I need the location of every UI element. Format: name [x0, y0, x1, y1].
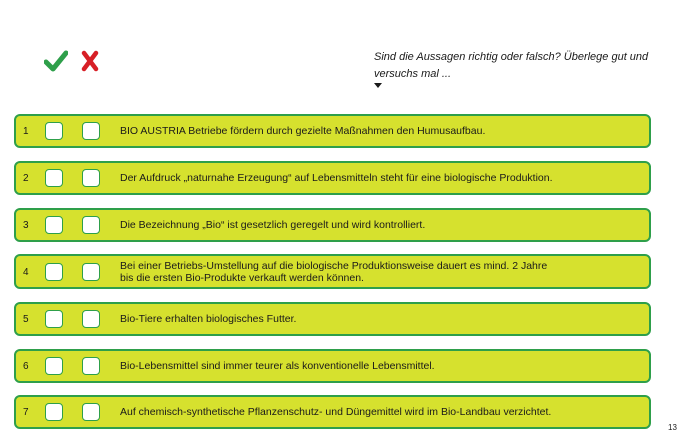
row-number: 5	[23, 314, 29, 325]
instruction-text	[374, 49, 674, 83]
row-number: 3	[23, 220, 29, 231]
statement-text: Die Bezeichnung „Bio“ ist gesetzlich geregelt und wird kontrolliert.	[120, 219, 426, 231]
row-number: 2	[23, 173, 29, 184]
wrong-checkbox[interactable]	[82, 310, 100, 328]
right-checkbox[interactable]	[45, 122, 63, 140]
statement-row-5	[14, 302, 651, 336]
row-number: 4	[23, 267, 29, 278]
wrong-checkbox[interactable]	[82, 263, 100, 281]
cross-icon	[80, 50, 100, 72]
statement-row-6	[14, 349, 651, 383]
page-number: 13	[668, 423, 677, 432]
row-number: 6	[23, 361, 29, 372]
statement-text-line-2: bis die ersten Bio-Produkte verkauft werden können.	[120, 272, 364, 284]
right-checkbox[interactable]	[45, 403, 63, 421]
statement-row-3	[14, 208, 651, 242]
statement-text: Der Aufdruck „naturnahe Erzeugung“ auf Lebensmitteln steht für eine biologische Produktion.	[120, 172, 553, 184]
statement-row-2	[14, 161, 651, 195]
instruction-line-1: Sind die Aussagen richtig oder falsch? Überlege gut und	[374, 51, 649, 63]
wrong-checkbox[interactable]	[82, 216, 100, 234]
arrow-down-icon	[374, 83, 382, 88]
right-checkbox[interactable]	[45, 357, 63, 375]
row-number: 1	[23, 126, 29, 137]
statement-row-1	[14, 114, 651, 148]
instruction-line-2: versuchs mal ...	[374, 68, 452, 80]
statement-row-4	[14, 254, 651, 289]
statement-text	[120, 260, 639, 284]
statement-text: Bio-Lebensmittel sind immer teurer als konventionelle Lebensmittel.	[120, 360, 435, 372]
right-checkbox[interactable]	[45, 169, 63, 187]
right-checkbox[interactable]	[45, 263, 63, 281]
right-checkbox[interactable]	[45, 310, 63, 328]
wrong-checkbox[interactable]	[82, 357, 100, 375]
wrong-checkbox[interactable]	[82, 122, 100, 140]
check-icon	[44, 50, 68, 72]
statement-text: BIO AUSTRIA Betriebe fördern durch gezielte Maßnahmen den Humusaufbau.	[120, 125, 486, 137]
wrong-checkbox[interactable]	[82, 403, 100, 421]
statement-text: Bio-Tiere erhalten biologisches Futter.	[120, 313, 297, 325]
right-checkbox[interactable]	[45, 216, 63, 234]
row-number: 7	[23, 407, 29, 418]
statement-text-line-1: Bei einer Betriebs-Umstellung auf die biologische Produktionsweise dauert es mind. 2 Jahre	[120, 260, 548, 272]
statement-row-7	[14, 395, 651, 429]
statement-text: Auf chemisch-synthetische Pflanzenschutz- und Düngemittel wird im Bio-Landbau verzichtet.	[120, 406, 552, 418]
wrong-checkbox[interactable]	[82, 169, 100, 187]
